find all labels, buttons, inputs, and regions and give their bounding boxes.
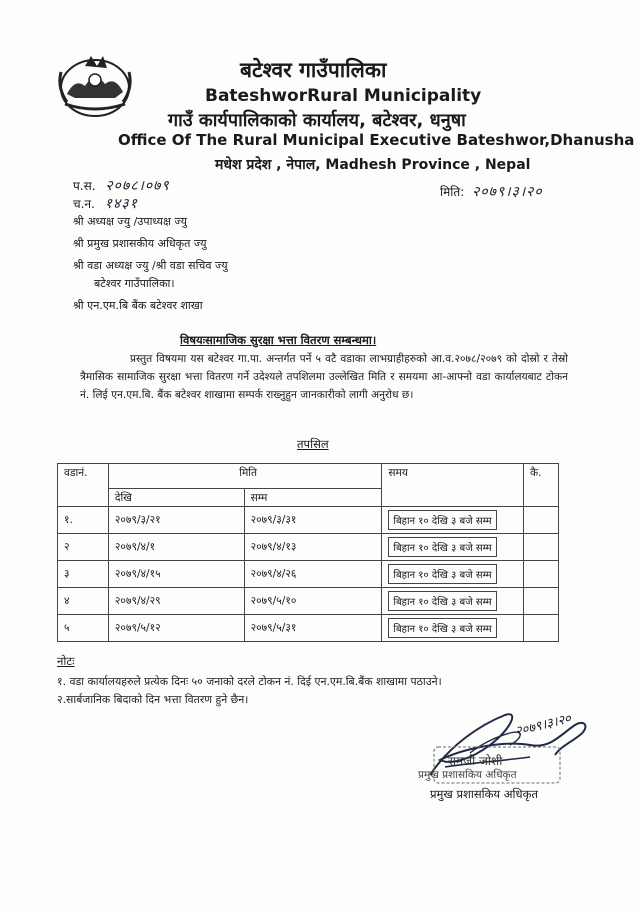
distribution-schedule-table bbox=[57, 463, 559, 642]
cn-value: १४३१ bbox=[104, 196, 138, 212]
ps-label: प.स. bbox=[73, 179, 96, 193]
office-name-nepali: गाउँ कार्यपालिकाको कार्यालय, बटेश्वर, धनुषा bbox=[168, 110, 466, 131]
cell-time bbox=[382, 561, 524, 588]
note-item-1: १. वडा कार्यालयहरुले प्रत्येक दिनः ५० जनाको दरले टोकन नं. दिई एन.एम.बि.बैंक शाखामा पठाउने। bbox=[57, 675, 442, 688]
cell-from: २०७९/५/१२ bbox=[108, 615, 244, 642]
time-value: बिहान १० देखि ३ बजे सम्म bbox=[388, 510, 496, 530]
table-row bbox=[58, 534, 559, 561]
table-row bbox=[58, 561, 559, 588]
cell-time bbox=[382, 588, 524, 615]
time-value: बिहान १० देखि ३ बजे सम्म bbox=[388, 591, 496, 611]
cell-from: २०७९/४/१५ bbox=[108, 561, 244, 588]
header-time: समय bbox=[382, 464, 524, 507]
cell-remarks bbox=[524, 561, 559, 588]
recipient-4: श्री एन.एम.बि बैंक बटेश्वर शाखा bbox=[73, 299, 203, 312]
recipient-3-sub: बटेश्वर गाउँपालिका। bbox=[94, 277, 175, 290]
cell-time bbox=[382, 615, 524, 642]
recipient-1: श्री अध्यक्ष ज्यु /उपाध्यक्ष ज्यु bbox=[73, 215, 188, 228]
municipality-title-nepali: बटेश्वर गाउँपालिका bbox=[240, 58, 387, 82]
schedule-heading: तपसिल bbox=[297, 437, 329, 451]
letter-date bbox=[440, 182, 543, 201]
cell-from: २०७९/४/२९ bbox=[108, 588, 244, 615]
cell-remarks bbox=[524, 588, 559, 615]
time-value: बिहान १० देखि ३ बजे सम्म bbox=[388, 537, 496, 557]
cell-from: २०७९/३/२१ bbox=[108, 507, 244, 534]
cell-to: २०७९/३/३१ bbox=[244, 507, 382, 534]
municipality-title-english: BateshworRural Municipality bbox=[205, 86, 482, 106]
reference-ps bbox=[73, 176, 170, 195]
header-remarks: कै. bbox=[524, 464, 559, 507]
cn-label: च.न. bbox=[73, 197, 95, 211]
signature-date: २०७९।३।२० bbox=[513, 711, 573, 740]
cell-ward: ४ bbox=[58, 588, 109, 615]
time-value: बिहान १० देखि ३ बजे सम्म bbox=[388, 618, 496, 638]
letter-body: प्रस्तुत विषयमा यस बटेश्वर गा.पा. अन्तर्गत पर्ने ५ वटै वडाका लाभग्राहीहरुको आ.व.२०७८/२०७९ को दोस्रो र तेस्रो त्रैमासिक सामाजिक सुरक्षा भत्ता वितरण गर्ने उदेश्यले तपशिलमा उल्लेखित मिति र समयमा आ-आफ्नो वडा कार्यालयबाट टोकन नं. लिई एन.एम.बि. बैंक बटेश्वर शाखामा सम्पर्क राख्नुहुन जानकारीको लागी अनुरोध छ। bbox=[80, 353, 568, 401]
recipient-3: श्री वडा अध्यक्ष ज्यु /श्री वडा सचिव ज्यु bbox=[73, 259, 228, 272]
time-value: बिहान १० देखि ३ बजे सम्म bbox=[388, 564, 496, 584]
reference-cn bbox=[73, 194, 138, 213]
signatory-title: प्रमुख प्रशासकिय अधिकृत bbox=[430, 787, 538, 801]
header-ward: वडानं. bbox=[58, 464, 109, 507]
office-name-english: Office Of The Rural Municipal Executive Bateshwor,Dhanusha bbox=[118, 131, 635, 149]
cell-to: २०७९/४/२६ bbox=[244, 561, 382, 588]
note-item-2: २.सार्बजानिक बिदाको दिन भत्ता वितरण हुने छैन। bbox=[57, 693, 249, 706]
ps-value: २०७८।०७९ bbox=[105, 178, 170, 194]
notes-heading: नोटः bbox=[57, 654, 75, 668]
letter-subject: विषयःसामाजिक सुरक्षा भत्ता वितरण सम्बन्धमा। bbox=[180, 333, 377, 347]
header-date: मिति bbox=[108, 464, 381, 489]
cell-ward: ५ bbox=[58, 615, 109, 642]
cell-time bbox=[382, 534, 524, 561]
stamp-post: प्रमुख प्रशासकिय अधिकृत bbox=[418, 769, 517, 781]
cell-ward: ३ bbox=[58, 561, 109, 588]
cell-ward: १. bbox=[58, 507, 109, 534]
cell-to: २०७९/४/१३ bbox=[244, 534, 382, 561]
cell-remarks bbox=[524, 615, 559, 642]
table-row bbox=[58, 615, 559, 642]
cell-time bbox=[382, 507, 524, 534]
cell-ward: २ bbox=[58, 534, 109, 561]
cell-to: २०७९/५/१० bbox=[244, 588, 382, 615]
cell-from: २०७९/४/१ bbox=[108, 534, 244, 561]
table-row bbox=[58, 507, 559, 534]
cell-to: २०७९/५/३१ bbox=[244, 615, 382, 642]
cell-remarks bbox=[524, 507, 559, 534]
table-header-row bbox=[58, 464, 559, 489]
cell-remarks bbox=[524, 534, 559, 561]
header-to: सम्म bbox=[244, 489, 382, 507]
date-label: मिति: bbox=[440, 185, 465, 199]
nepal-emblem-icon bbox=[55, 48, 135, 120]
recipient-2: श्री प्रमुख प्रशासकीय अधिकृत ज्यु bbox=[73, 237, 207, 250]
table-row bbox=[58, 588, 559, 615]
stamp-name: रामजी जोशी bbox=[448, 754, 503, 768]
office-address: मधेश प्रदेश , नेपाल, Madhesh Province , Nepal bbox=[215, 157, 531, 173]
header-from: देखि bbox=[108, 489, 244, 507]
date-value: २०७९।३।२० bbox=[472, 184, 543, 200]
